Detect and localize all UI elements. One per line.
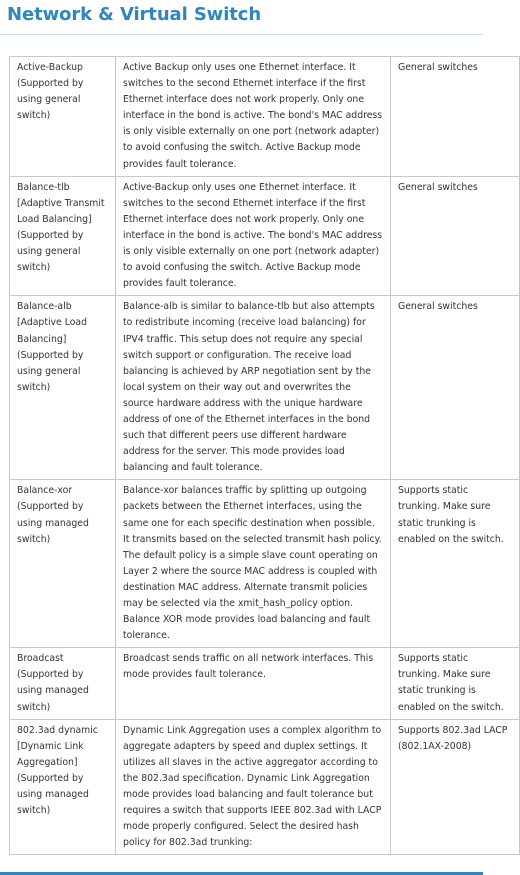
description-cell: Active-Backup only uses one Ethernet interface. It switches to the second Ethernet interface if the first Ethernet interface does not work properly. Only one interface in the bond is active. The bond's MAC address is only visible externally on one port (network adapter) to avoid confusing the switch. Active Backup mode provides fault tolerance. <box>116 176 391 296</box>
title-bar <box>0 0 483 36</box>
table-row <box>10 648 520 719</box>
mode-cell: Balance-tlb [Adaptive Transmit Load Balancing] (Supported by using general switch) <box>10 176 116 296</box>
description-cell: Balance-alb is similar to balance-tlb but also attempts to redistribute incoming (receive load balancing) for IPV4 traffic. This setup does not require any special switch support or configuration. The receive load balancing is achieved by ARP negotiation sent by the local system on their way out and overwrites the source hardware address with the unique hardware address of one of the Ethernet interfaces in the bond such that different peers use different hardware address for the server. This mode provides load balancing and fault tolerance. <box>116 296 391 480</box>
table-row <box>10 296 520 480</box>
switch-cell: General switches <box>391 57 520 177</box>
table-row <box>10 57 520 177</box>
mode-cell: Balance-xor (Supported by using managed switch) <box>10 480 116 648</box>
switch-cell: Supports static trunking. Make sure static trunking is enabled on the switch. <box>391 480 520 648</box>
title-divider <box>0 34 483 35</box>
switch-cell: Supports static trunking. Make sure static trunking is enabled on the switch. <box>391 648 520 719</box>
table-container <box>9 56 508 855</box>
mode-cell: Broadcast (Supported by using managed switch) <box>10 648 116 719</box>
switch-cell: General switches <box>391 176 520 296</box>
table-row <box>10 176 520 296</box>
table-row <box>10 719 520 855</box>
switch-cell: Supports 802.3ad LACP (802.1AX-2008) <box>391 719 520 855</box>
table-row <box>10 480 520 648</box>
mode-cell: Active-Backup (Supported by using general switch) <box>10 57 116 177</box>
mode-cell: 802.3ad dynamic [Dynamic Link Aggregation] (Supported by using managed switch) <box>10 719 116 855</box>
page-title: Network & Virtual Switch <box>7 4 262 25</box>
mode-cell: Balance-alb [Adaptive Load Balancing] (Supported by using general switch) <box>10 296 116 480</box>
description-cell: Broadcast sends traffic on all network interfaces. This mode provides fault tolerance. <box>116 648 391 719</box>
port-trunking-modes-table <box>9 56 520 855</box>
description-cell: Balance-xor balances traffic by splitting up outgoing packets between the Ethernet interfaces, using the same one for each specific destination when possible. It transmits based on the selected transmit hash policy. The default policy is a simple slave count operating on Layer 2 where the source MAC address is coupled with destination MAC address. Alternate transmit policies may be selected via the xmit_hash_policy option. Balance XOR mode provides load balancing and fault tolerance. <box>116 480 391 648</box>
switch-cell: General switches <box>391 296 520 480</box>
description-cell: Active Backup only uses one Ethernet interface. It switches to the second Ethernet interface if the first Ethernet interface does not work properly. Only one interface in the bond is active. The bond's MAC address is only visible externally on one port (network adapter) to avoid confusing the switch. Active Backup mode provides fault tolerance. <box>116 57 391 177</box>
description-cell: Dynamic Link Aggregation uses a complex algorithm to aggregate adapters by speed and duplex settings. It utilizes all slaves in the active aggregator according to the 802.3ad specification. Dynamic Link Aggregation mode provides load balancing and fault tolerance but requires a switch that supports IEEE 802.3ad with LACP mode properly configured. Select the desired hash policy for 802.3ad trunking: <box>116 719 391 855</box>
